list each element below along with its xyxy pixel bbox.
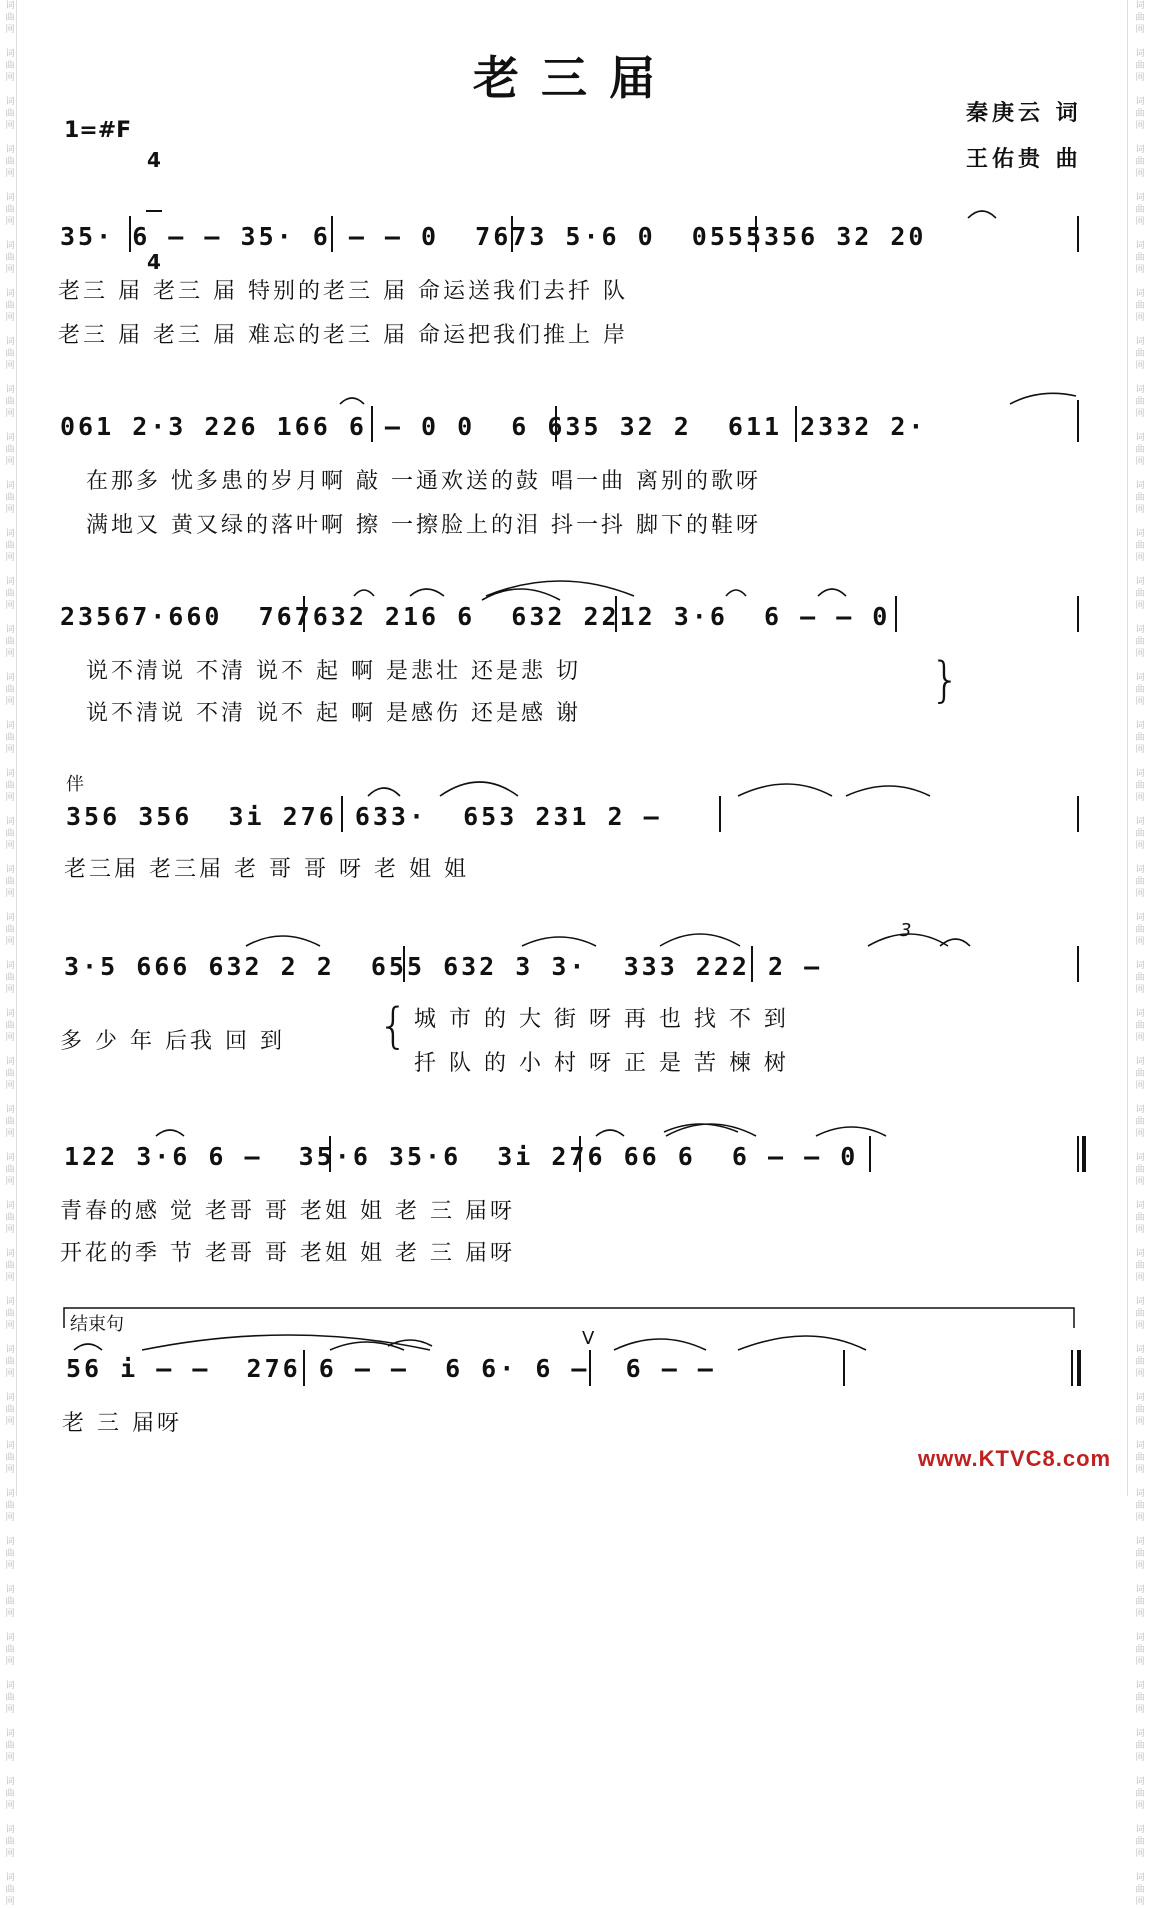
triplet-mark: 3 bbox=[900, 920, 912, 941]
system-5-lyric-1: 城 市 的 大 街 呀 再 也 找 不 到 bbox=[414, 1007, 789, 1032]
system-2-notes: 061 2·3 226 166 6 – 0 0 6 635 32 2 611 2332 2· bbox=[60, 412, 927, 441]
accent-mark: V bbox=[582, 1328, 595, 1349]
system-6-lyric-1: 青春的感 觉 老哥 哥 老姐 姐 老 三 届呀 bbox=[60, 1199, 515, 1224]
system-2-lyric-1: 在那多 忧多患的岁月啊 敲 一通欢送的鼓 唱一曲 离别的歌呀 bbox=[86, 469, 761, 494]
system-5-lyric-2: 扦 队 的 小 村 呀 正 是 苦 楝 树 bbox=[414, 1051, 789, 1076]
time-signature: 4 4 bbox=[147, 148, 161, 274]
composer-credit: 王佑贵 曲 bbox=[966, 146, 1082, 172]
system-6-notes: 122 3·6 6 – 35·6 35·6 3i 276 66 6 6 – – 0 bbox=[64, 1142, 859, 1171]
accompaniment-label: 伴 bbox=[66, 774, 84, 795]
system-4-lyric: 老三届 老三届 老 哥 哥 呀 老 姐 姐 bbox=[64, 857, 469, 882]
brace-right: } bbox=[930, 652, 961, 708]
system-7-lyric: 老 三 届呀 bbox=[62, 1411, 182, 1436]
brace-left: { bbox=[378, 998, 409, 1054]
system-3-lyric-1: 说不清说 不清 说不 起 啊 是悲壮 还是悲 切 bbox=[86, 659, 581, 684]
system-1-lyric-1: 老三 届 老三 届 特别的老三 届 命运送我们去扦 队 bbox=[58, 279, 628, 304]
ending-label: 结束句 bbox=[70, 1314, 124, 1335]
system-1-notes: 35· 6 – – 35· 6 – – 0 7673 5·6 0 0555356 32 20 bbox=[60, 222, 927, 251]
song-title: 老三届 bbox=[473, 51, 677, 105]
system-3-lyric-2: 说不清说 不清 说不 起 啊 是感伤 还是感 谢 bbox=[86, 701, 581, 726]
site-watermark: www.KTVC8.com bbox=[918, 1446, 1112, 1471]
system-5-notes: 3·5 666 632 2 2 655 632 3 3· 333 222 2 – bbox=[64, 952, 823, 981]
system-1-lyric-2: 老三 届 老三 届 难忘的老三 届 命运把我们推上 岸 bbox=[58, 323, 628, 348]
key-signature: 1=#F bbox=[64, 118, 132, 143]
system-4-notes: 356 356 3i 276 633· 653 231 2 – bbox=[66, 802, 662, 831]
side-watermark-right: 词 曲 网 词 曲 网 词 曲 网 词 曲 网 词 曲 网 词 曲 网 词 曲 网 词 曲 网 词 曲 网 词 曲 网 词 曲 网 词 曲 网 词 曲 网 词 曲 网 词 曲 网 词 曲 网 词 曲 网 词 曲 网 词 曲 网 词 曲 网 词 曲 网 词 曲 网 词 曲 网 词 曲 网 词 曲 网 词 曲 网 词 曲 网 词 曲 网 词 曲 网 词 曲 网 词 曲 网 词 曲 网 词 曲 网 词 曲 网 词 曲 网 词 曲 网 词 曲 网 词 曲 网 词 曲 网 词 曲 网 bbox=[1135, 1, 1145, 1907]
side-watermark-left: 词 曲 网 词 曲 网 词 曲 网 词 曲 网 词 曲 网 词 曲 网 词 曲 网 词 曲 网 词 曲 网 词 曲 网 词 曲 网 词 曲 网 词 曲 网 词 曲 网 词 曲 网 词 曲 网 词 曲 网 词 曲 网 词 曲 网 词 曲 网 词 曲 网 词 曲 网 词 曲 网 词 曲 网 词 曲 网 词 曲 网 词 曲 网 词 曲 网 词 曲 网 词 曲 网 词 曲 网 词 曲 网 词 曲 网 词 曲 网 词 曲 网 词 曲 网 词 曲 网 词 曲 网 词 曲 网 词 曲 网 bbox=[5, 1, 15, 1907]
lyricist-credit: 秦庚云 词 bbox=[966, 100, 1082, 126]
system-3-notes: 23567·660 767632 216 6 632 2212 3·6 6 – – 0 bbox=[60, 602, 891, 631]
system-2-lyric-2: 满地又 黄又绿的落叶啊 擦 一擦脸上的泪 抖一抖 脚下的鞋呀 bbox=[86, 513, 761, 538]
system-5-lyric-common: 多 少 年 后我 回 到 bbox=[60, 1029, 285, 1054]
system-7-notes: 56 i – – 276 6 – – 6 6· 6 – 6 – – bbox=[66, 1354, 716, 1383]
system-6-lyric-2: 开花的季 节 老哥 哥 老姐 姐 老 三 届呀 bbox=[60, 1241, 515, 1266]
